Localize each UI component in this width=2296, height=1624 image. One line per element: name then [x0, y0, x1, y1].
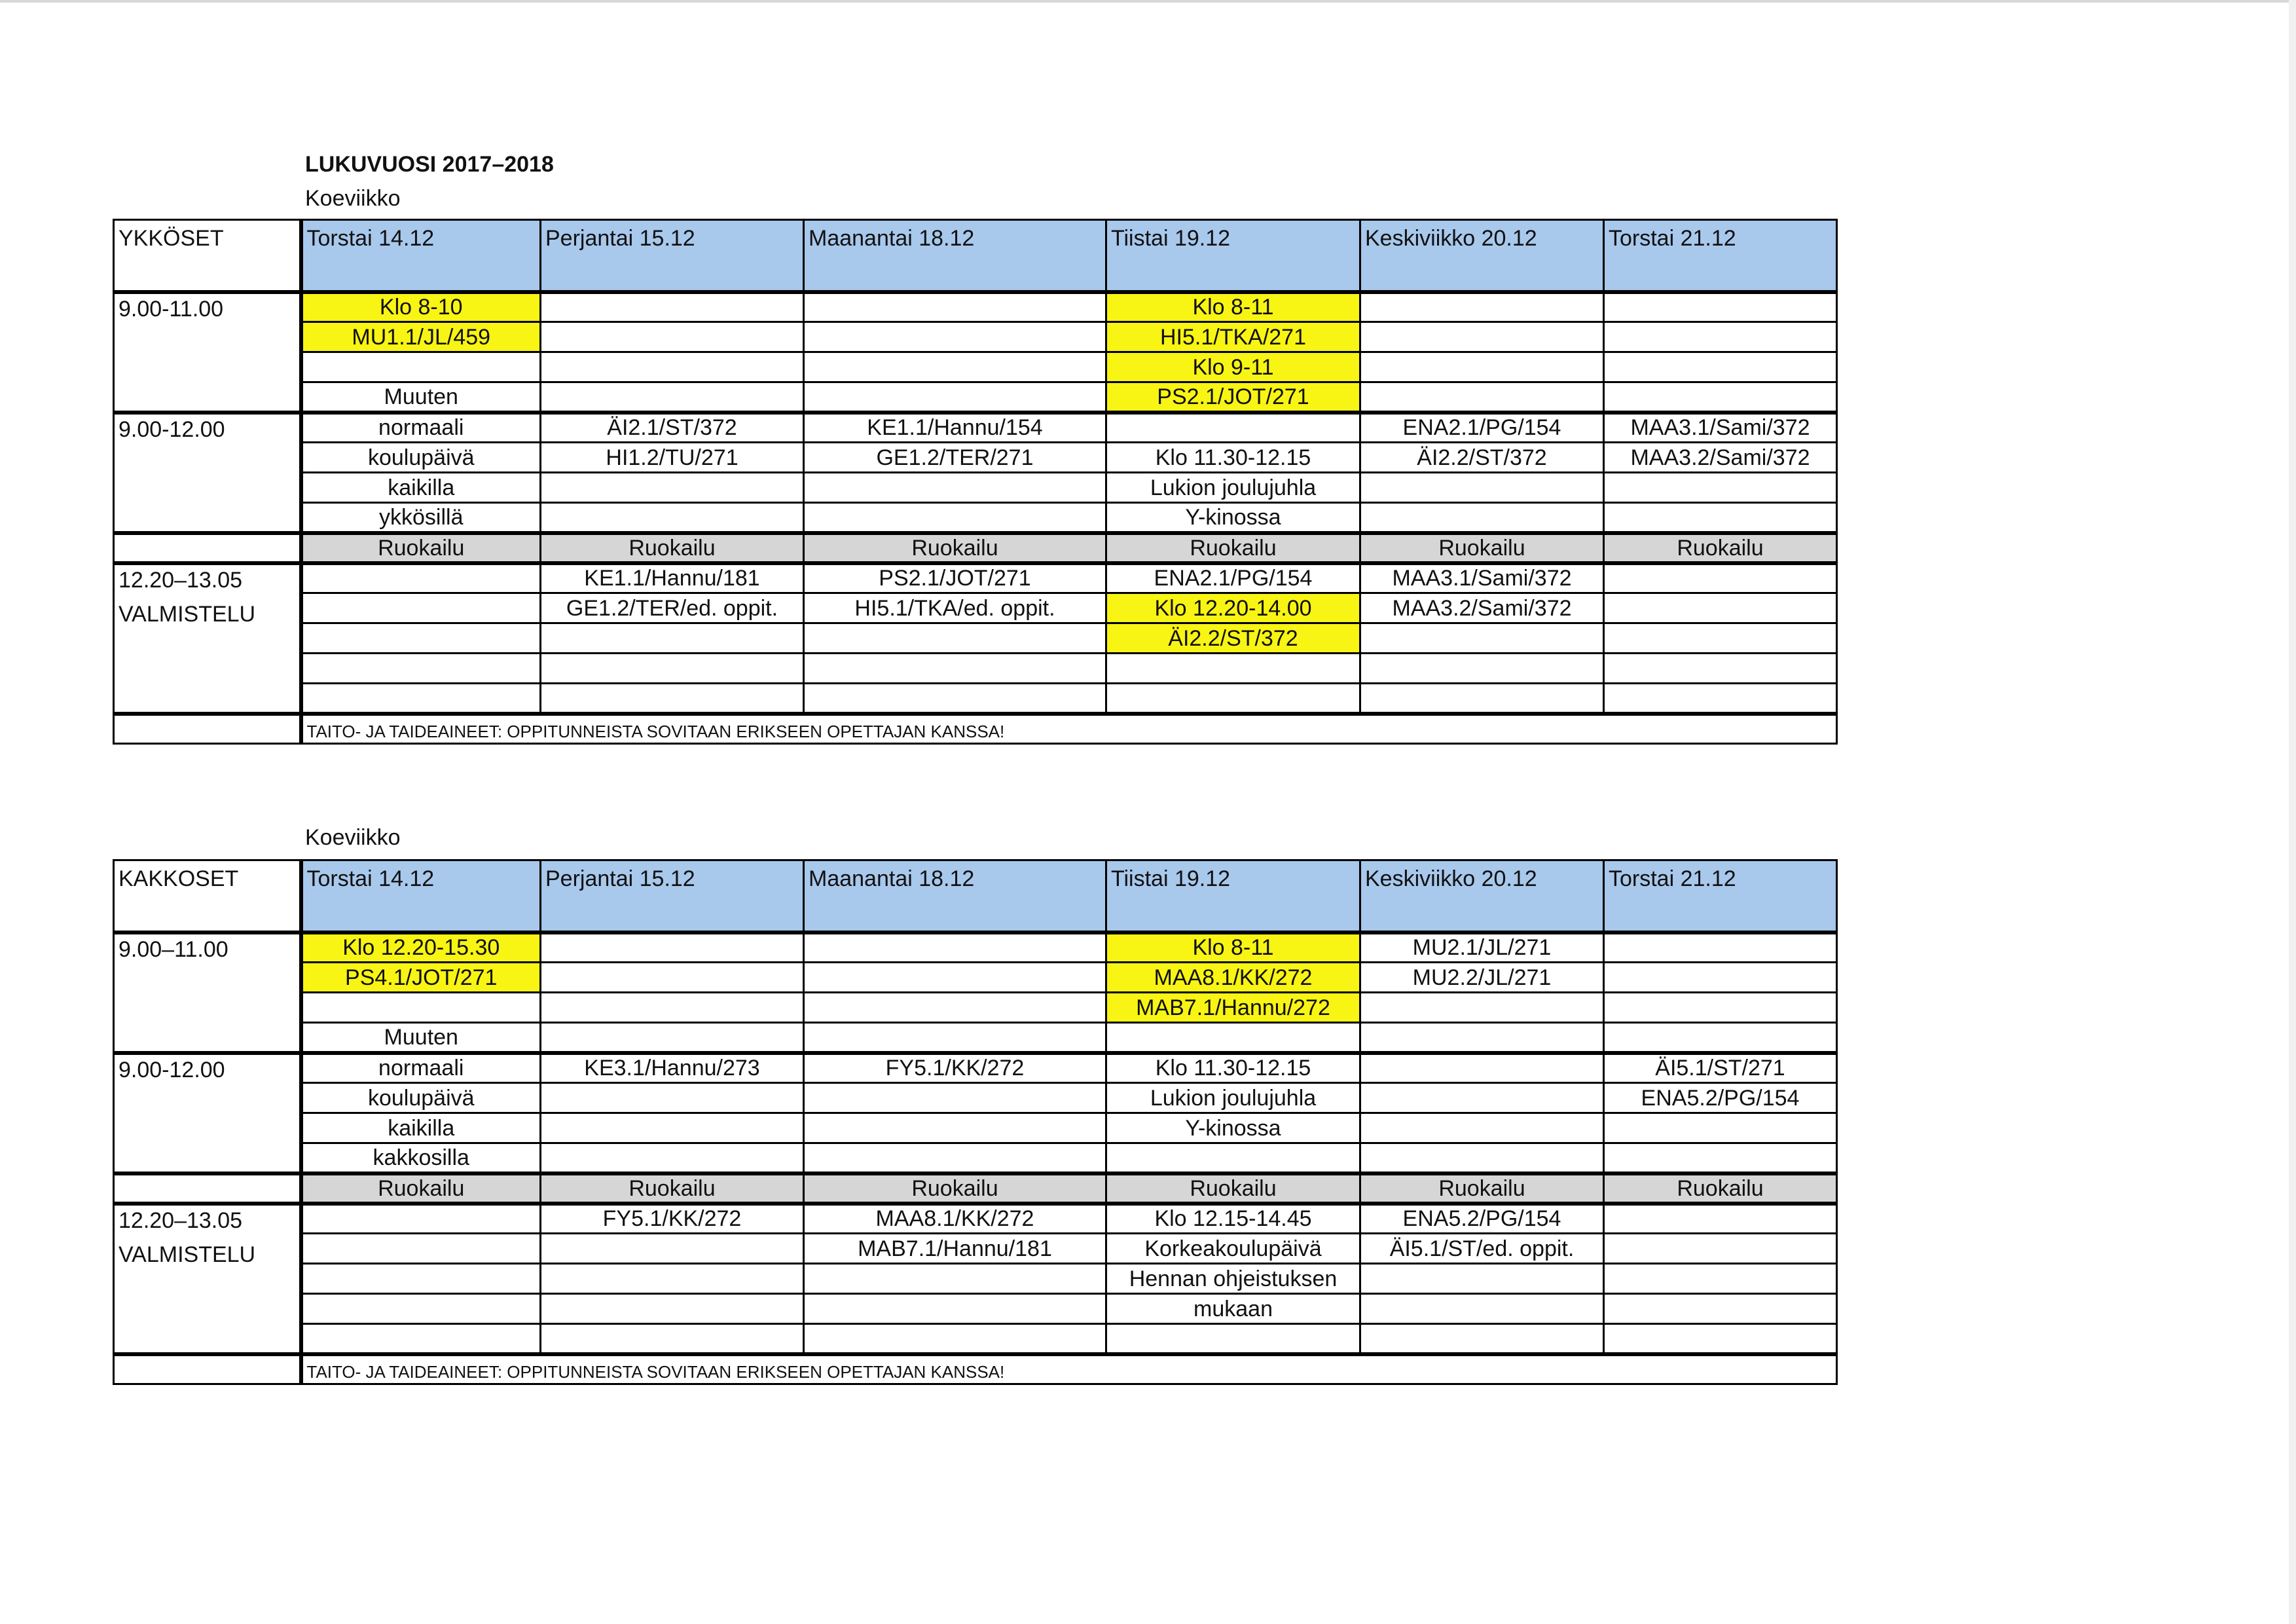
schedule-cell	[301, 1264, 541, 1294]
schedule-cell	[804, 1294, 1106, 1324]
scan-top-edge	[0, 0, 2296, 3]
schedule-cell	[1360, 503, 1604, 533]
schedule-cell	[804, 503, 1106, 533]
schedule-cell: KE3.1/Hannu/273	[541, 1053, 804, 1083]
schedule-cell	[1360, 292, 1604, 322]
schedule-cell: KE1.1/Hannu/154	[804, 413, 1106, 443]
table-caption-ykkoset: Koeviikko	[305, 186, 401, 211]
schedule-cell	[541, 352, 804, 382]
schedule-cell	[301, 993, 541, 1023]
schedule-cell: Y-kinossa	[1106, 1113, 1360, 1143]
day-header-row	[114, 860, 1837, 932]
day-header: Torstai 21.12	[1604, 220, 1837, 292]
time-slot-label: 9.00-12.00	[114, 1053, 301, 1173]
schedule-cell	[1360, 1023, 1604, 1053]
document-heading: LUKUVUOSI 2017–2018	[305, 152, 554, 177]
schedule-cell: Klo 12.15-14.45	[1106, 1204, 1360, 1234]
schedule-cell	[301, 563, 541, 593]
lunch-row	[114, 1173, 1837, 1204]
schedule-cell	[804, 352, 1106, 382]
schedule-cell	[1604, 382, 1837, 413]
table-row	[114, 1023, 1837, 1053]
table-row	[114, 352, 1837, 382]
table-row	[114, 1143, 1837, 1173]
schedule-cell: normaali	[301, 1053, 541, 1083]
schedule-cell	[541, 1083, 804, 1113]
schedule-table-ykkoset	[113, 219, 1838, 745]
schedule-cell	[541, 1023, 804, 1053]
table-row	[114, 593, 1837, 623]
schedule-cell: ÄI5.1/ST/ed. oppit.	[1360, 1234, 1604, 1264]
schedule-cell	[1360, 322, 1604, 352]
schedule-cell: Klo 12.20-15.30	[301, 932, 541, 963]
schedule-cell	[541, 1113, 804, 1143]
table-row	[114, 684, 1837, 714]
table-row	[114, 413, 1837, 443]
table-row	[114, 473, 1837, 503]
time-slot-label	[114, 563, 301, 714]
day-header: Torstai 21.12	[1604, 860, 1837, 932]
schedule-cell: MAA3.2/Sami/372	[1604, 443, 1837, 473]
schedule-cell	[1106, 684, 1360, 714]
schedule-cell	[1106, 654, 1360, 684]
schedule-cell	[541, 1264, 804, 1294]
schedule-cell: MAA8.1/KK/272	[804, 1204, 1106, 1234]
schedule-cell	[804, 684, 1106, 714]
note-text: TAITO- JA TAIDEAINEET: OPPITUNNEISTA SOVITAAN ERIKSEEN OPETTAJAN KANSSA!	[301, 714, 1837, 744]
schedule-cell	[804, 1324, 1106, 1354]
schedule-cell: MAB7.1/Hannu/272	[1106, 993, 1360, 1023]
schedule-cell	[541, 1294, 804, 1324]
schedule-cell	[1106, 1023, 1360, 1053]
schedule-cell: Klo 12.20-14.00	[1106, 593, 1360, 623]
schedule-cell: GE1.2/TER/ed. oppit.	[541, 593, 804, 623]
schedule-cell	[804, 932, 1106, 963]
day-header: Perjantai 15.12	[541, 220, 804, 292]
schedule-cell	[1360, 1324, 1604, 1354]
note-label-empty	[114, 714, 301, 744]
schedule-cell	[1604, 1264, 1837, 1294]
schedule-cell: Lukion joulujuhla	[1106, 1083, 1360, 1113]
schedule-cell	[1604, 1143, 1837, 1173]
schedule-cell: ÄI5.1/ST/271	[1604, 1053, 1837, 1083]
table-row	[114, 1053, 1837, 1083]
schedule-cell: MAA3.2/Sami/372	[1360, 593, 1604, 623]
schedule-cell	[1360, 1083, 1604, 1113]
time-slot-label-line: 12.20–13.05	[118, 567, 243, 593]
schedule-cell: kakkosilla	[301, 1143, 541, 1173]
lunch-cell: Ruokailu	[301, 1173, 541, 1204]
table-caption-kakkoset: Koeviikko	[305, 825, 401, 850]
table-row	[114, 623, 1837, 654]
time-slot-label-line: 12.20–13.05	[118, 1208, 243, 1233]
schedule-cell	[1360, 1294, 1604, 1324]
table-row	[114, 292, 1837, 322]
schedule-cell	[1360, 1264, 1604, 1294]
schedule-cell: Muuten	[301, 1023, 541, 1053]
schedule-cell	[804, 1023, 1106, 1053]
schedule-cell	[1360, 1053, 1604, 1083]
schedule-cell: koulupäivä	[301, 443, 541, 473]
schedule-cell: HI5.1/TKA/ed. oppit.	[804, 593, 1106, 623]
schedule-cell	[1604, 593, 1837, 623]
lunch-cell: Ruokailu	[1360, 533, 1604, 563]
table-row	[114, 1294, 1837, 1324]
table-row	[114, 322, 1837, 352]
schedule-cell: Klo 8-11	[1106, 932, 1360, 963]
schedule-cell	[804, 654, 1106, 684]
schedule-cell	[804, 963, 1106, 993]
table-row	[114, 563, 1837, 593]
schedule-cell	[1604, 1023, 1837, 1053]
lunch-cell: Ruokailu	[1604, 533, 1837, 563]
table-row	[114, 503, 1837, 533]
schedule-cell	[804, 473, 1106, 503]
schedule-cell	[1360, 684, 1604, 714]
lunch-cell: Ruokailu	[1106, 533, 1360, 563]
group-label: YKKÖSET	[114, 220, 301, 292]
schedule-cell	[1604, 563, 1837, 593]
schedule-cell	[1604, 1113, 1837, 1143]
schedule-cell	[1604, 503, 1837, 533]
lunch-row	[114, 533, 1837, 563]
schedule-cell	[301, 684, 541, 714]
day-header: Tiistai 19.12	[1106, 220, 1360, 292]
schedule-cell: MU2.2/JL/271	[1360, 963, 1604, 993]
schedule-cell: Korkeakoulupäivä	[1106, 1234, 1360, 1264]
schedule-cell: KE1.1/Hannu/181	[541, 563, 804, 593]
schedule-cell	[541, 1234, 804, 1264]
schedule-cell: MAA3.1/Sami/372	[1604, 413, 1837, 443]
time-slot-label: 9.00-11.00	[114, 292, 301, 413]
time-slot-label	[114, 1204, 301, 1354]
schedule-cell: mukaan	[1106, 1294, 1360, 1324]
lunch-cell: Ruokailu	[804, 1173, 1106, 1204]
lunch-cell: Ruokailu	[804, 533, 1106, 563]
note-row	[114, 714, 1837, 744]
schedule-cell: PS2.1/JOT/271	[1106, 382, 1360, 413]
schedule-cell	[541, 623, 804, 654]
schedule-cell: GE1.2/TER/271	[804, 443, 1106, 473]
schedule-cell	[1604, 352, 1837, 382]
table-row	[114, 932, 1837, 963]
day-header: Torstai 14.12	[301, 220, 541, 292]
schedule-cell	[541, 1143, 804, 1173]
day-header: Keskiviikko 20.12	[1360, 860, 1604, 932]
schedule-cell: ÄI2.1/ST/372	[541, 413, 804, 443]
table-row	[114, 1324, 1837, 1354]
schedule-cell	[1360, 623, 1604, 654]
lunch-cell: Ruokailu	[301, 533, 541, 563]
schedule-cell	[804, 292, 1106, 322]
schedule-cell	[1604, 473, 1837, 503]
schedule-cell	[1604, 1204, 1837, 1234]
day-header: Torstai 14.12	[301, 860, 541, 932]
schedule-cell	[1604, 322, 1837, 352]
schedule-cell: Lukion joulujuhla	[1106, 473, 1360, 503]
lunch-cell: Ruokailu	[541, 1173, 804, 1204]
lunch-label-empty	[114, 1173, 301, 1204]
schedule-cell	[541, 292, 804, 322]
schedule-cell: FY5.1/KK/272	[541, 1204, 804, 1234]
lunch-label-empty	[114, 533, 301, 563]
schedule-cell	[804, 1264, 1106, 1294]
schedule-cell: normaali	[301, 413, 541, 443]
schedule-cell: Klo 8-10	[301, 292, 541, 322]
lunch-cell: Ruokailu	[1360, 1173, 1604, 1204]
schedule-cell: ENA2.1/PG/154	[1106, 563, 1360, 593]
schedule-cell	[541, 963, 804, 993]
schedule-cell: kaikilla	[301, 1113, 541, 1143]
schedule-cell: Klo 8-11	[1106, 292, 1360, 322]
table-row	[114, 963, 1837, 993]
day-header: Maanantai 18.12	[804, 860, 1106, 932]
schedule-cell: ÄI2.2/ST/372	[1106, 623, 1360, 654]
schedule-cell	[1360, 352, 1604, 382]
schedule-cell	[541, 382, 804, 413]
schedule-cell: Klo 11.30-12.15	[1106, 443, 1360, 473]
schedule-cell: PS2.1/JOT/271	[804, 563, 1106, 593]
schedule-cell	[1604, 623, 1837, 654]
schedule-cell: ykkösillä	[301, 503, 541, 533]
schedule-cell	[804, 1083, 1106, 1113]
schedule-cell	[1604, 932, 1837, 963]
schedule-cell	[1106, 413, 1360, 443]
schedule-cell: ÄI2.2/ST/372	[1360, 443, 1604, 473]
schedule-cell	[301, 623, 541, 654]
schedule-cell: Hennan ohjeistuksen	[1106, 1264, 1360, 1294]
group-label: KAKKOSET	[114, 860, 301, 932]
schedule-cell	[1604, 684, 1837, 714]
day-header: Maanantai 18.12	[804, 220, 1106, 292]
schedule-cell	[541, 654, 804, 684]
table-row	[114, 1234, 1837, 1264]
schedule-cell	[804, 623, 1106, 654]
schedule-cell	[1604, 1234, 1837, 1264]
day-header-row	[114, 220, 1837, 292]
schedule-cell	[804, 382, 1106, 413]
schedule-cell	[541, 1324, 804, 1354]
schedule-cell	[1604, 292, 1837, 322]
table-row	[114, 654, 1837, 684]
table-row	[114, 443, 1837, 473]
lunch-cell: Ruokailu	[1106, 1173, 1360, 1204]
day-header: Perjantai 15.12	[541, 860, 804, 932]
schedule-cell: ENA5.2/PG/154	[1360, 1204, 1604, 1234]
schedule-cell	[1106, 1143, 1360, 1173]
schedule-cell	[1360, 382, 1604, 413]
schedule-cell: kaikilla	[301, 473, 541, 503]
schedule-cell: HI1.2/TU/271	[541, 443, 804, 473]
schedule-cell: MU2.1/JL/271	[1360, 932, 1604, 963]
lunch-cell: Ruokailu	[541, 533, 804, 563]
schedule-cell	[804, 322, 1106, 352]
time-slot-label: 9.00–11.00	[114, 932, 301, 1053]
schedule-cell: PS4.1/JOT/271	[301, 963, 541, 993]
schedule-cell: Y-kinossa	[1106, 503, 1360, 533]
schedule-cell	[301, 352, 541, 382]
lunch-cell: Ruokailu	[1604, 1173, 1837, 1204]
day-header: Keskiviikko 20.12	[1360, 220, 1604, 292]
schedule-cell: Klo 11.30-12.15	[1106, 1053, 1360, 1083]
schedule-cell: MAA8.1/KK/272	[1106, 963, 1360, 993]
schedule-cell	[301, 1204, 541, 1234]
schedule-cell	[1604, 993, 1837, 1023]
schedule-cell	[1106, 1324, 1360, 1354]
schedule-cell: ENA2.1/PG/154	[1360, 413, 1604, 443]
schedule-cell: MAB7.1/Hannu/181	[804, 1234, 1106, 1264]
schedule-cell	[1360, 993, 1604, 1023]
table-row	[114, 1113, 1837, 1143]
table-row	[114, 993, 1837, 1023]
schedule-cell	[1604, 1294, 1837, 1324]
time-slot-label: 9.00-12.00	[114, 413, 301, 533]
note-label-empty	[114, 1354, 301, 1384]
schedule-cell	[1360, 1143, 1604, 1173]
schedule-cell	[301, 1294, 541, 1324]
schedule-cell: MU1.1/JL/459	[301, 322, 541, 352]
schedule-cell: HI5.1/TKA/271	[1106, 322, 1360, 352]
day-header: Tiistai 19.12	[1106, 860, 1360, 932]
schedule-cell: FY5.1/KK/272	[804, 1053, 1106, 1083]
note-row	[114, 1354, 1837, 1384]
time-slot-label-line: VALMISTELU	[118, 1242, 256, 1267]
schedule-cell	[541, 503, 804, 533]
table-row	[114, 1264, 1837, 1294]
table-row	[114, 382, 1837, 413]
scan-right-edge	[2289, 0, 2296, 1624]
schedule-cell	[1604, 654, 1837, 684]
schedule-cell	[541, 684, 804, 714]
note-text: TAITO- JA TAIDEAINEET: OPPITUNNEISTA SOVITAAN ERIKSEEN OPETTAJAN KANSSA!	[301, 1354, 1837, 1384]
table-row	[114, 1204, 1837, 1234]
schedule-cell	[804, 1113, 1106, 1143]
schedule-cell	[1604, 1324, 1837, 1354]
schedule-cell	[804, 993, 1106, 1023]
schedule-cell	[1360, 654, 1604, 684]
schedule-cell	[541, 473, 804, 503]
schedule-cell	[541, 993, 804, 1023]
schedule-cell	[541, 932, 804, 963]
schedule-cell	[301, 1324, 541, 1354]
table-row	[114, 1083, 1837, 1113]
schedule-cell	[1604, 963, 1837, 993]
schedule-cell	[1360, 1113, 1604, 1143]
schedule-cell	[301, 654, 541, 684]
schedule-cell	[1360, 473, 1604, 503]
schedule-table-kakkoset	[113, 859, 1838, 1385]
schedule-cell	[804, 1143, 1106, 1173]
schedule-cell: ENA5.2/PG/154	[1604, 1083, 1837, 1113]
schedule-cell	[301, 1234, 541, 1264]
schedule-cell: Klo 9-11	[1106, 352, 1360, 382]
schedule-cell	[301, 593, 541, 623]
time-slot-label-line: VALMISTELU	[118, 601, 256, 627]
schedule-cell	[541, 322, 804, 352]
schedule-cell: koulupäivä	[301, 1083, 541, 1113]
schedule-cell: Muuten	[301, 382, 541, 413]
schedule-cell: MAA3.1/Sami/372	[1360, 563, 1604, 593]
